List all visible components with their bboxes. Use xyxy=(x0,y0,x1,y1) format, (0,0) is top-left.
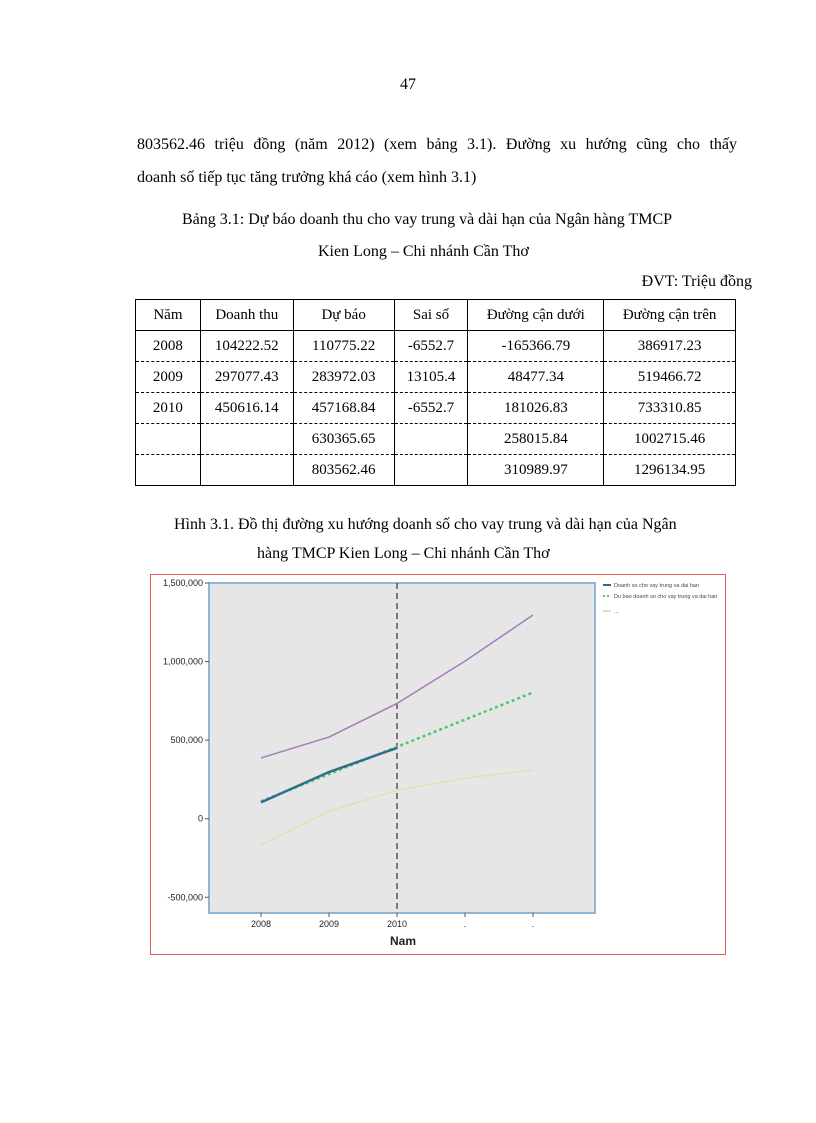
header-cell: Doanh thu xyxy=(200,300,293,331)
table-cell: 283972.03 xyxy=(293,362,394,393)
table-row xyxy=(136,455,736,486)
forecast-table xyxy=(135,299,736,486)
table-cell: 110775.22 xyxy=(293,331,394,362)
y-tick-label: 0 xyxy=(197,813,203,824)
figure-caption-line-1: Hình 3.1. Đồ thị đường xu hướng doanh số cho vay trung và dài hạn của Ngân xyxy=(174,516,677,533)
table-row xyxy=(136,331,736,362)
x-tick-label: . xyxy=(463,919,467,929)
x-tick-label: 2009 xyxy=(318,919,340,929)
x-tick-label: . xyxy=(531,919,535,929)
paragraph-line-1: 803562.46 triệu đồng (năm 2012) (xem bảng 3.1). Đường xu hướng cũng cho thấy xyxy=(137,136,737,153)
table-cell: -165366.79 xyxy=(468,331,604,362)
header-cell: Đường cận trên xyxy=(604,300,736,331)
legend-label: ... xyxy=(614,609,619,615)
table-cell: 630365.65 xyxy=(293,424,394,455)
table-cell xyxy=(136,424,201,455)
y-tick-label: -500,000 xyxy=(167,892,203,903)
y-tick-label: 1,500,000 xyxy=(162,578,203,588)
header-cell: Năm xyxy=(136,300,201,331)
figure-caption-line-2: hàng TMCP Kien Long – Chi nhánh Cần Thơ xyxy=(257,545,550,562)
legend-label: Du bao doanh so cho vay trung va dai han xyxy=(614,594,718,600)
table-cell xyxy=(136,455,201,486)
body-paragraph xyxy=(137,128,737,194)
unit-label: ĐVT: Triệu đồng xyxy=(641,273,752,290)
table-row xyxy=(136,393,736,424)
table-cell: -6552.7 xyxy=(394,393,468,424)
table-cell: 258015.84 xyxy=(468,424,604,455)
y-tick-label: 500,000 xyxy=(170,735,203,746)
table-cell: 297077.43 xyxy=(200,362,293,393)
table-cell: 457168.84 xyxy=(293,393,394,424)
table-cell: 2008 xyxy=(136,331,201,362)
table-cell: 181026.83 xyxy=(468,393,604,424)
x-tick-label: 2008 xyxy=(250,919,272,929)
table-cell: 48477.34 xyxy=(468,362,604,393)
table-cell xyxy=(200,424,293,455)
y-tick-label: 1,000,000 xyxy=(162,656,203,667)
table-caption-line-2: Kien Long – Chi nhánh Cần Thơ xyxy=(318,243,529,260)
table-cell: 803562.46 xyxy=(293,455,394,486)
table-row xyxy=(136,424,736,455)
table-row xyxy=(136,362,736,393)
table-cell: -6552.7 xyxy=(394,331,468,362)
chart-frame xyxy=(150,574,726,955)
table-caption-line-1: Bảng 3.1: Dự báo doanh thu cho vay trung và dài hạn của Ngân hàng TMCP xyxy=(182,211,673,228)
table-cell: 733310.85 xyxy=(604,393,736,424)
table-header-row xyxy=(136,300,736,331)
paragraph-line-2: doanh số tiếp tục tăng trưởng khá cáo (xem hình 3.1) xyxy=(137,169,477,186)
table-cell: 386917.23 xyxy=(604,331,736,362)
plot-area xyxy=(209,583,595,913)
x-tick-label: 2010 xyxy=(386,919,408,929)
header-cell: Dự báo xyxy=(293,300,394,331)
table-cell: 2009 xyxy=(136,362,201,393)
table-cell xyxy=(200,455,293,486)
page-number: 47 xyxy=(400,76,416,93)
trend-chart xyxy=(151,575,725,954)
header-cell: Đường cận dưới xyxy=(468,300,604,331)
table-cell: 2010 xyxy=(136,393,201,424)
table-cell: 1002715.46 xyxy=(604,424,736,455)
table-cell xyxy=(394,455,468,486)
table-cell: 310989.97 xyxy=(468,455,604,486)
x-axis-label: Nam xyxy=(389,934,417,948)
table-cell: 519466.72 xyxy=(604,362,736,393)
table-cell xyxy=(394,424,468,455)
table-cell: 450616.14 xyxy=(200,393,293,424)
table-cell: 13105.4 xyxy=(394,362,468,393)
table-cell: 1296134.95 xyxy=(604,455,736,486)
header-cell: Sai số xyxy=(394,300,468,331)
legend-label: Doanh so cho vay trung va dai han xyxy=(614,583,700,589)
table-cell: 104222.52 xyxy=(200,331,293,362)
